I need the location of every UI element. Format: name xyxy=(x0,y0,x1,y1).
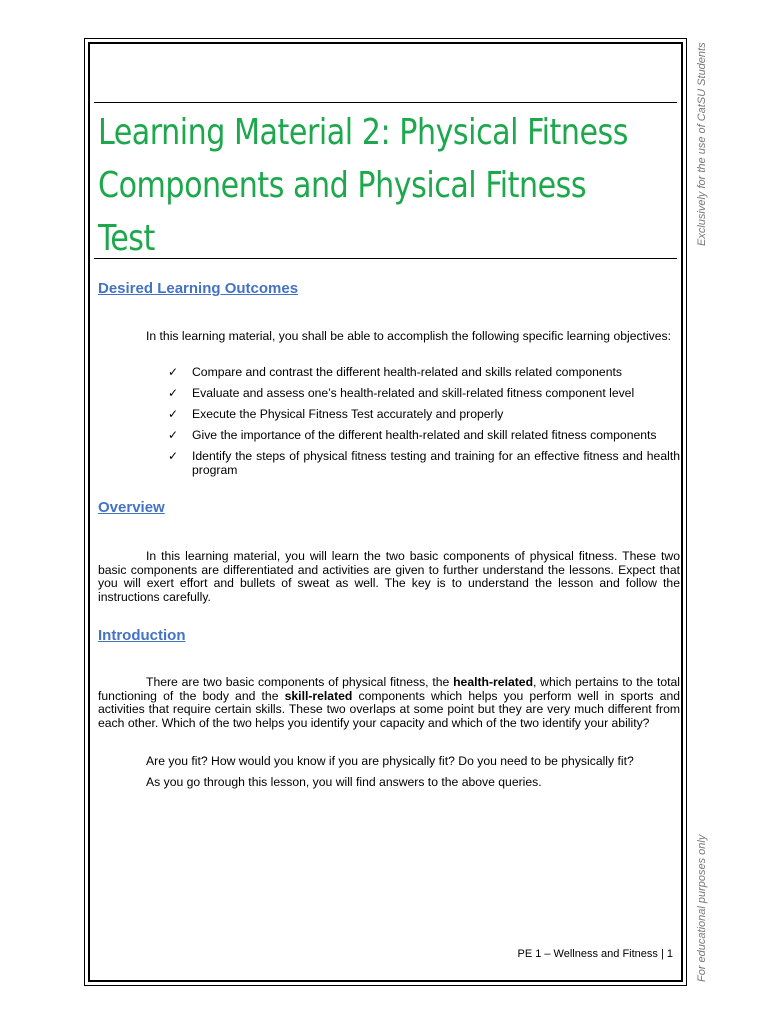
list-item: ✓ Evaluate and assess one’s health-related and skill-related fitness component level xyxy=(168,386,635,401)
title-top-rule xyxy=(94,102,677,103)
introduction-paragraph: There are two basic components of physical fitness, the health-related, which pertains to the total functioning of the body and the skill-related components which helps you perform well in sports and activities that require certain skills. These two overlaps at some point but they are very much different from each other. Which of the two helps you identify your capacity and which of the two identify your ability? xyxy=(98,675,680,730)
page-frame-inner xyxy=(88,42,683,982)
list-item: ✓ Execute the Physical Fitness Test accurately and properly xyxy=(168,407,504,422)
list-item: ✓ Give the importance of the different health-related and skill related fitness components xyxy=(168,428,657,443)
checkmark-icon: ✓ xyxy=(168,449,179,464)
title-bottom-rule xyxy=(94,258,677,259)
introduction-questions: Are you fit? How would you know if you are physically fit? Do you need to be physically fit? xyxy=(146,754,634,768)
outcomes-heading: Desired Learning Outcomes xyxy=(98,280,299,297)
overview-text: In this learning material, you will learn the two basic components of physical fitness. These two basic components are differentiated and activities are given to further understand the lessons. Expect that you will exert effort and bullets of sweat as well. The key is to understand the lesson and follow the instructions carefully. xyxy=(98,549,680,604)
checkmark-icon: ✓ xyxy=(168,386,179,401)
page-frame xyxy=(84,38,687,986)
sidebar-bottom-text: For educational purposes only xyxy=(696,834,708,982)
page-footer: PE 1 – Wellness and Fitness | 1 xyxy=(517,948,673,960)
introduction-closing: As you go through this lesson, you will find answers to the above queries. xyxy=(146,775,542,789)
checkmark-icon: ✓ xyxy=(168,407,179,422)
page-title: Learning Material 2: Physical Fitness Components and Physical Fitness Test xyxy=(98,112,628,259)
overview-heading: Overview xyxy=(98,499,165,516)
checkmark-icon: ✓ xyxy=(168,365,179,379)
sidebar-top-text: Exclusively for the use of CatSU Students xyxy=(696,42,708,246)
outcomes-intro: In this learning material, you shall be able to accomplish the following specific learning objectives: xyxy=(146,329,672,343)
outcomes-list xyxy=(160,366,680,485)
checkmark-icon: ✓ xyxy=(168,428,179,443)
introduction-heading: Introduction xyxy=(98,627,186,644)
list-item: ✓ Identify the steps of physical fitness testing and training for an effective fitness and health program xyxy=(168,449,680,477)
list-item: ✓ Compare and contrast the different health-related and skills related components xyxy=(168,365,622,379)
